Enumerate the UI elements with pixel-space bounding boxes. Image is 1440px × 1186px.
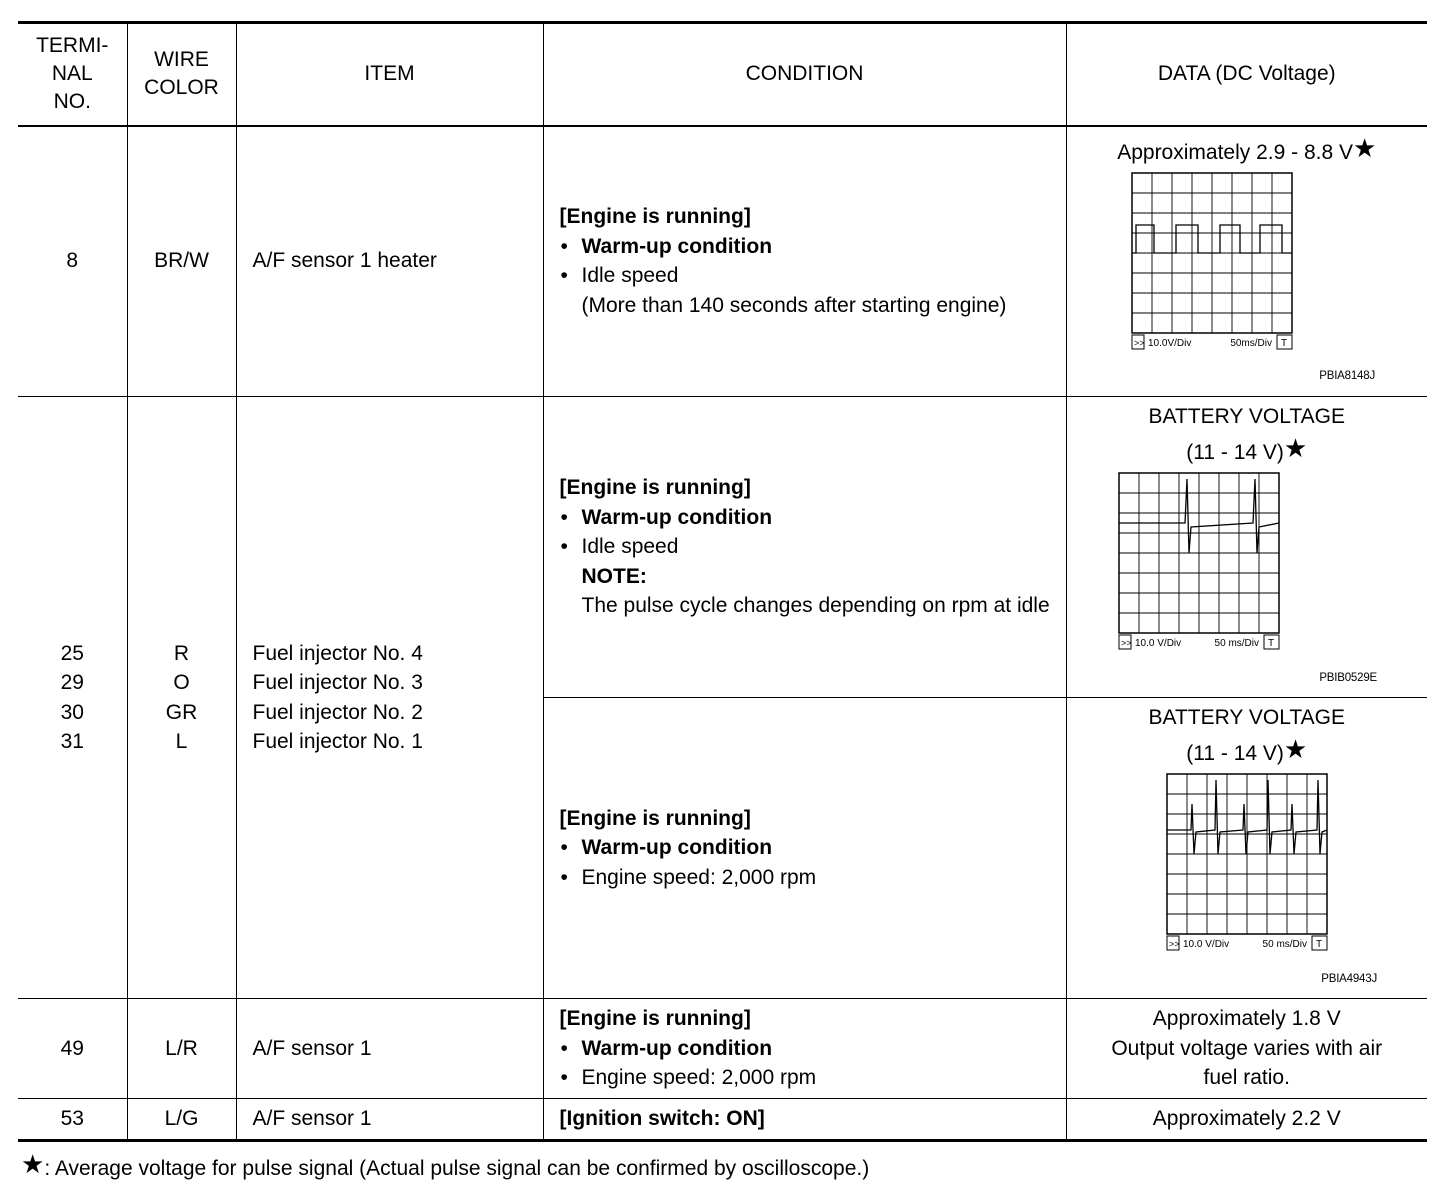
data-value: Approximately 1.8 V — [1152, 1007, 1341, 1031]
header-data: DATA (DC Voltage) — [1066, 23, 1427, 126]
data-value: (11 - 14 V) — [1186, 742, 1284, 765]
scope-trigger: T — [1280, 337, 1287, 349]
data-value: fuel ratio. — [1203, 1066, 1290, 1090]
condition-bullet: • Engine speed: 2,000 rpm — [560, 1063, 1066, 1093]
terminal-number: 31 — [60, 730, 84, 753]
item-name: Fuel injector No. 4 — [252, 641, 423, 665]
condition-title: [Ignition switch: ON] — [559, 1107, 765, 1131]
data-value: BATTERY VOLTAGE — [1148, 405, 1345, 428]
scope-volt-label: 10.0V/Div — [1147, 337, 1191, 349]
data-value: Approximately 2.9 - 8.8 V — [1117, 140, 1353, 164]
condition-title: [Engine is running] — [559, 205, 751, 229]
condition-detail: (More than 140 seconds after starting engine) — [581, 293, 1007, 317]
header-item: ITEM — [236, 23, 543, 126]
oscilloscope-waveform — [1129, 171, 1295, 353]
data-cell — [1066, 397, 1427, 698]
wire-color: R — [173, 641, 190, 665]
data-value: BATTERY VOLTAGE — [1148, 706, 1345, 729]
condition-bullet: • Warm-up condition — [560, 1034, 1066, 1064]
wire-color: L/R — [127, 999, 236, 1099]
header-terminal-l1: TERMI- — [36, 34, 109, 58]
wire-color: O — [173, 671, 190, 694]
wire-color: L/G — [127, 1099, 236, 1141]
header-condition: CONDITION — [543, 23, 1066, 126]
data-cell — [1066, 126, 1427, 397]
terminal-number: 25 — [60, 641, 84, 665]
scope-time-label: 50ms/Div — [1229, 337, 1272, 349]
scope-volt-label: 10.0 V/Div — [1182, 939, 1229, 950]
star-icon: ★ — [1283, 433, 1308, 463]
terminal-data-table — [18, 21, 1427, 1142]
item-name: Fuel injector No. 1 — [252, 730, 423, 753]
data-cell — [1066, 999, 1427, 1099]
header-terminal-l2: NAL — [51, 62, 93, 86]
header-wire-color — [127, 23, 236, 126]
terminal-number: 30 — [60, 700, 84, 724]
oscilloscope-waveform — [1116, 471, 1282, 653]
star-icon: ★ — [21, 1149, 45, 1179]
condition-bullet: • Idle speed — [560, 532, 1066, 562]
condition-bullet: • Warm-up condition — [560, 503, 1066, 533]
star-icon: ★ — [1283, 734, 1308, 764]
note-text: The pulse cycle changes depending on rpm at idle — [581, 594, 1050, 618]
data-value: (11 - 14 V) — [1186, 441, 1284, 464]
table-row — [18, 999, 1427, 1099]
scope-time-label: 50 ms/Div — [1262, 939, 1307, 950]
scope-volt-label: 10.0 V/Div — [1134, 638, 1181, 649]
wire-color: GR — [165, 700, 198, 724]
terminal-number: 29 — [60, 671, 84, 694]
figure-code: PBIA8148J — [1319, 370, 1375, 382]
terminal-number: 53 — [18, 1099, 127, 1141]
wire-color: BR/W — [127, 126, 236, 397]
header-row — [18, 23, 1427, 126]
figure-code: PBIA4943J — [1321, 973, 1377, 985]
table-row — [18, 1099, 1427, 1141]
item-name: Fuel injector No. 2 — [252, 700, 423, 724]
data-cell — [1066, 698, 1427, 999]
item-name: A/F sensor 1 — [236, 1099, 543, 1141]
footnote — [21, 1149, 870, 1181]
condition-title: [Engine is running] — [559, 1007, 751, 1031]
header-wire-l1: WIRE — [154, 48, 209, 72]
header-terminal-l3: NO. — [53, 90, 91, 114]
item-name: A/F sensor 1 heater — [236, 126, 543, 397]
condition-bullet: • Warm-up condition — [560, 232, 1066, 262]
data-value: Output voltage varies with air — [1111, 1036, 1383, 1060]
condition-bullet: • Warm-up condition — [560, 833, 1066, 863]
item-names — [236, 397, 543, 999]
table-row — [18, 397, 1427, 698]
header-wire-l2: COLOR — [144, 76, 219, 100]
scope-marker: >> — [1120, 638, 1132, 648]
oscilloscope-waveform — [1164, 772, 1330, 954]
condition-bullet: • Engine speed: 2,000 rpm — [560, 863, 1066, 893]
terminal-number: 8 — [18, 126, 127, 397]
scope-marker: >> — [1133, 337, 1145, 348]
scope-trigger: T — [1315, 939, 1322, 950]
terminal-number: 49 — [18, 999, 127, 1099]
scope-time-label: 50 ms/Div — [1214, 638, 1259, 649]
condition-cell — [543, 698, 1066, 999]
item-name: A/F sensor 1 — [236, 999, 543, 1099]
condition-cell — [543, 1099, 1066, 1141]
condition-cell — [543, 999, 1066, 1099]
data-value: Approximately 2.2 V — [1066, 1099, 1427, 1141]
table-row — [18, 126, 1427, 397]
star-icon: ★ — [1352, 132, 1377, 163]
scope-trigger: T — [1267, 638, 1274, 649]
terminal-numbers — [18, 397, 127, 999]
scope-marker: >> — [1168, 939, 1180, 949]
condition-title: [Engine is running] — [559, 476, 751, 500]
wire-color: L — [175, 730, 188, 753]
item-name: Fuel injector No. 3 — [252, 671, 423, 694]
note-label: NOTE: — [581, 564, 647, 588]
footnote-text: : Average voltage for pulse signal (Actual pulse signal can be confirmed by oscilloscope.) — [44, 1157, 870, 1180]
condition-cell — [543, 126, 1066, 397]
wire-colors — [127, 397, 236, 999]
condition-cell — [543, 397, 1066, 698]
condition-title: [Engine is running] — [559, 806, 751, 830]
header-terminal — [18, 23, 127, 126]
condition-bullet: • Idle speed — [560, 261, 1066, 291]
figure-code: PBIB0529E — [1319, 672, 1377, 684]
